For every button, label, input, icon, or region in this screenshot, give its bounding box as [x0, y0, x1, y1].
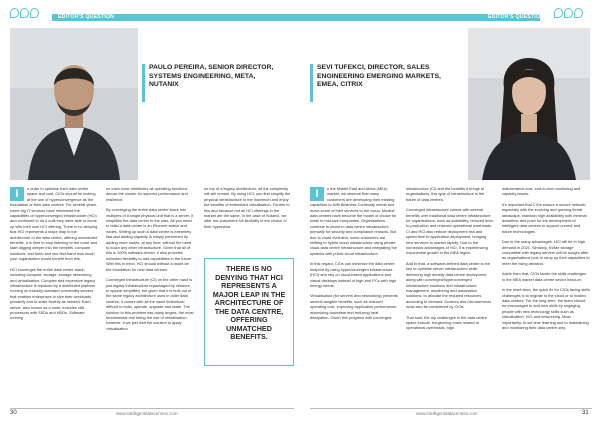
paragraph: In this regard, CIOs can minimise the data centre footprint by using hyperconverged infrastructure (HCI) and rely on cloud-based applications and virtual desktops instead of high-end PCs with high energy needs. — [310, 261, 397, 288]
paragraph: HCI converges the entire data centre stack, including compute, storage, storage networking and virtualisation. Complex and expensive legacy infrastructure is replaced by a distributed platform running on industry-standard commodity servers that enables enterprises to size their workloads precisely and to scale flexibly as needed. Each server, also known as a node, includes x86 processors with SSDs and HDDs. Software running — [10, 266, 96, 321]
paragraph: Virtualisation (for servers and networking) presents several tangible benefits, such as reduced operating cost, improving application performance, minimising downtime and reducing heat dissipation. Given this progress with converged — [310, 293, 398, 320]
pull-quote: THERE IS NO DENYING THAT HCI REPRESENTS A MAJOR LEAP IN THE ARCHITECTURE OF THE DATA CENTRE, OFFERING UNMATCHED BENEFITS. — [204, 258, 294, 366]
magazine-logo — [554, 8, 584, 20]
portrait-photo — [10, 28, 138, 180]
portrait-photo — [468, 28, 590, 180]
article-columns — [10, 186, 294, 400]
paragraph: Add to that, a software-defined data centre is the key to optimise server infrastructure while delivering high density data centre deployment, along with converged/hyperconverged infrastructure solutions and infrastructure management, monitoring and automation solutions, to allocate the required resources according to demand. Dockers and microservices must also be considered by CIOs. — [406, 260, 492, 310]
person-name-block — [142, 64, 282, 90]
person-name: PAULO PEREIRA, SENIOR DIRECTOR, SYSTEMS ENGINEERING, META, NUTANIX — [149, 64, 274, 89]
person-name: SEVI TUFEKCI, DIRECTOR, SALES ENGINEERING EMERGING MARKETS, EMEA, CITRIX — [317, 64, 441, 89]
article-column-1 — [310, 186, 398, 400]
question-mark-icon — [10, 8, 19, 18]
paragraph: Due to the many advantages, HCI will be in high demand in 2021. Similarly, NVMe storage compatible with legacy servers will be sought after as organisations look to ramp up their capacities to meet the rising demand. — [502, 239, 590, 266]
paragraph: By converging the entire data centre stack into multiples of a single physical unit that is a server, it simplifies the data centre to the max. All you need to build a data centre is an Ethernet switch and nodes. Setting up such a data centre is extremely fast and adding capacity is simply performed by adding more nodes, at any time, without the need to touch any other infrastructure. Given that all of this is 100% software-driven, it also provides unlimited flexibility to add capabilities in the future. With this in mind, HCI should without a doubt be the foundation for new data centres. — [106, 207, 194, 272]
footer-url[interactable]: www.intelligentdatacentres.com — [416, 411, 478, 416]
paragraph: n the Middle East and Africa (MEA) market, we observe that many customers are developing their existing capacities to fulfil Business Continuity needs and move some of their services to the cloud. Modest data centres have become the model of choice for small to mid-size companies. Organisations continue to invest in data centre infrastructure primarily for security and compliance reasons. But due to cloud evolution, some customers are shifting to hybrid cloud infrastructure using private cloud data centre infrastructure and integrating the systems with public cloud infrastructure. — [310, 186, 397, 256]
question-mark-icon — [20, 8, 29, 18]
paragraph: Converged infrastructure comes with several benefits over traditional data centre infrastructure for organisations, such as scalability, reduced time-to-production and reduced operational overheads. CI and HCI also reduce deployment risk and speed time to application deployment, bringing new services to market rapidly. Due to the numerous advantages of HCI, it is experiencing exponential growth in the MEA region. — [406, 207, 494, 256]
paragraph: Aside from that, CIOs tackle the skills challenges in the MEA market data centre sector head-on. — [502, 271, 587, 282]
article-column-1 — [10, 186, 98, 400]
magazine-logo — [10, 8, 40, 20]
article-column-3 — [204, 186, 292, 256]
article-column-2 — [106, 186, 194, 400]
page-footer — [300, 408, 600, 420]
paragraph: In the short-term, the quick fix for CIOs facing skills challenges is to migrate to the cloud or to hosted data centres. For the long-term, the team should be encouraged to add new skills by engaging people with new technology skills such as virtualisation, HCI and networking. Most importantly, to cut time learning and to maintaining and monitoring their data centre only. — [502, 287, 590, 330]
paragraph: on top of a legacy architecture, all the complexity will still remain. By using HCI, you first simplify the physical infrastructure to the maximum and enjoy the benefits of embedded virtualisation. Further to this and because not all HCI offerings in the market are the same, in the case of Nutanix, we offer our customers full flexibility in the choice of their hypervisor. — [204, 186, 291, 229]
accent-bar — [142, 64, 145, 102]
paragraph: n order to optimise their data centre space and cost, CIOs should be looking at the use of hyperconvergence as the foundation of their data centres. For several years, some big IT vendors have minimised the capabilities of hyperconverged infrastructure (HCI) and continued to do it until they were able to come up with their own HCI offering. There is no denying that HCI represents a major leap in the architecture of the data centre, offering unmatched benefits. It is time to stop listening to the noise and start digging deeper into the benefits, compare solutions, test them and see first-hand how much your organisation would benefit from this. — [10, 186, 98, 262]
person-name-block — [310, 64, 460, 90]
paragraph: That said, the top challenges in the data centre space include: burgeoning costs related to operational overheads, high — [406, 314, 487, 331]
article-columns — [310, 186, 592, 400]
paragraph: It's important that CIOs ensure a secure network, especially with the evolving and growing threat landscape, maintain high availability with minimal downtime and push for the development of intelligent data centres to support current and future technologies. — [502, 201, 587, 234]
page-footer — [0, 408, 300, 420]
article-column-2 — [406, 186, 494, 400]
page-number: 30 — [10, 410, 17, 416]
question-mark-icon — [574, 8, 583, 18]
paragraph: maintenance cost, end-to-end monitoring and capacity issues. — [502, 186, 581, 197]
dropcap: I — [10, 187, 24, 201]
right-page — [300, 0, 600, 424]
footer-url[interactable]: www.intelligentdatacentres.com — [116, 411, 178, 416]
question-mark-icon — [564, 8, 573, 18]
footer-rule — [310, 408, 592, 409]
accent-bar — [310, 64, 313, 102]
question-mark-icon — [30, 8, 39, 18]
paragraph: infrastructure (CI) and the benefits it brings to organisations, this type of infrastructure is the future of data centres. — [406, 186, 485, 202]
paragraph: Converged Infrastructure (CI) on the other hand is just legacy infrastructure repackaged by vendors to appear simplified, but given that it is built out of the same legacy architecture used in older data centres, it comes with all the same limitations: difficult to build, operate, upgrade and scale. The solution to this problem has many angles, the most fundamental one being the use of virtualisation, however, if we just limit the solution to apply virtualisation — [106, 277, 194, 331]
section-label: EDITOR'S QUESTION — [488, 14, 545, 20]
page-number: 31 — [582, 410, 589, 416]
dropcap: I — [310, 187, 324, 201]
footer-rule — [10, 408, 294, 409]
article-column-3 — [502, 186, 590, 400]
section-label: EDITOR'S QUESTION — [58, 14, 115, 20]
question-mark-icon — [554, 8, 563, 18]
paragraph: on each node distributes all operating functions across the cluster for superior performance and resilience. — [106, 186, 188, 202]
